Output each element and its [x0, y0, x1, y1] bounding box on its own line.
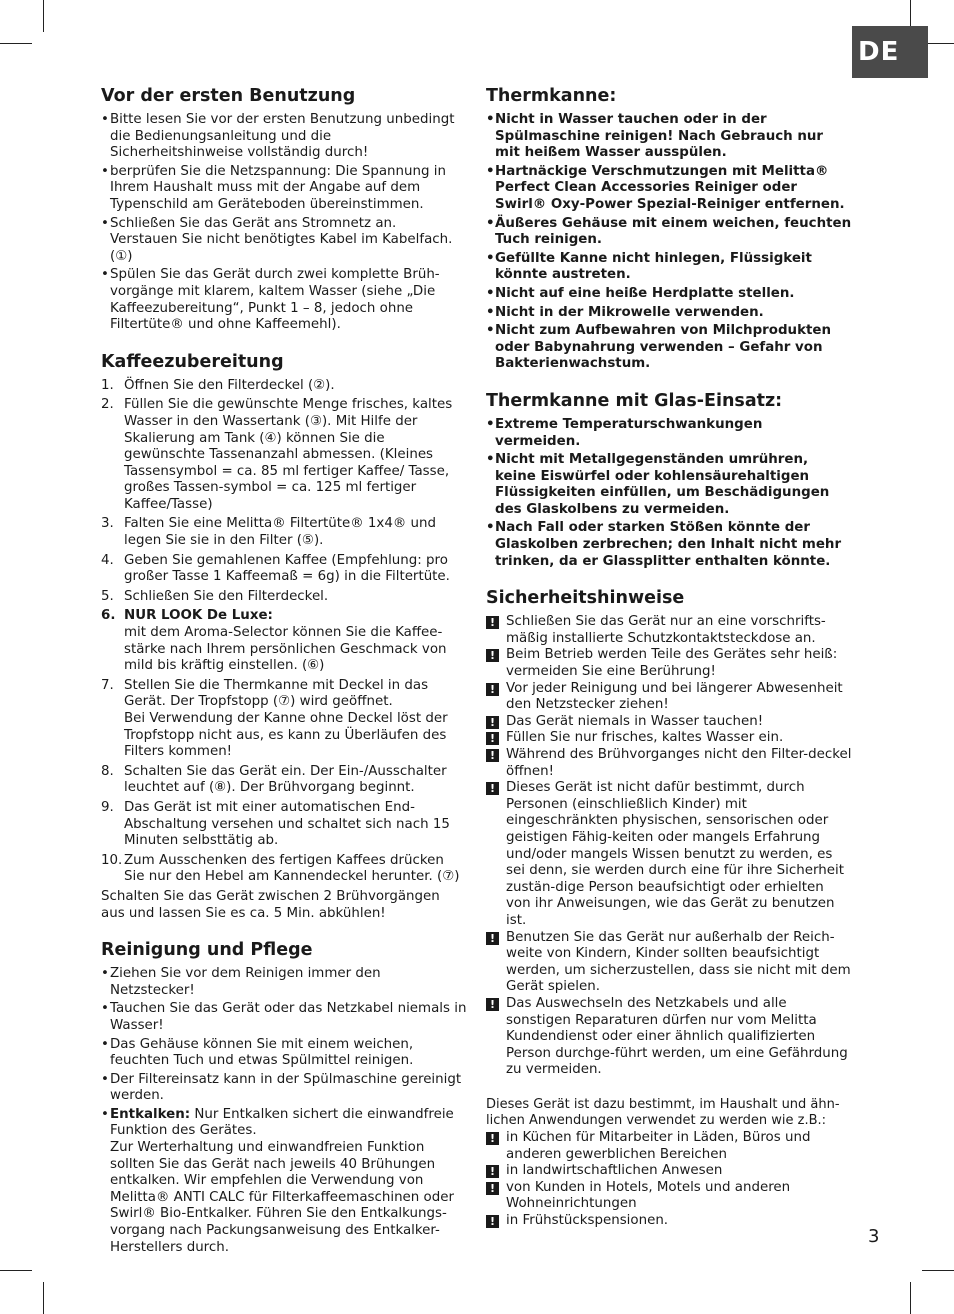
warning-item — [486, 647, 852, 680]
warning-item — [486, 930, 852, 996]
warning-icon: ! — [486, 1132, 499, 1145]
warning-icon: ! — [486, 616, 499, 629]
crop-mark — [922, 1270, 954, 1271]
left-column — [101, 86, 467, 1274]
warning-icon: ! — [486, 1215, 499, 1228]
step-text: Schalten Sie das Gerät ein. Der Ein-/Ausschalter leuchtet auf (⑧). Der Brühvorgang beginnt. — [124, 763, 447, 796]
step-item — [101, 800, 467, 850]
list-item: • Nicht zum Aufbewahren von Milchprodukten oder Babynahrung verwenden – Gefahr von Bakterienwachstum. — [486, 323, 852, 373]
warning-icon: ! — [486, 649, 499, 662]
step-item — [101, 516, 467, 549]
step-number: 6. — [101, 608, 116, 624]
cleaning-section — [101, 940, 467, 1256]
page-number: 3 — [868, 1226, 880, 1247]
thermos-list — [486, 112, 852, 373]
warning-icon: ! — [486, 1182, 499, 1195]
step-text: Zum Ausschenken des fertigen Kaffees drücken Sie nur den Hebel am Kannendeckel herunter. (⑦) — [124, 852, 460, 885]
warning-item — [486, 730, 852, 747]
step-number: 5. — [101, 588, 114, 604]
warning-item — [486, 614, 852, 647]
step-text: Das Gerät ist mit einer automatischen End-Abschaltung versehen und schaltet sich nach 15 Minuten selbsttätig ab. — [124, 799, 450, 849]
warning-icon: ! — [486, 932, 499, 945]
list-item: • Spülen Sie das Gerät durch zwei komplette Brüh-vorgänge mit klarem, kaltem Wasser (siehe „Die Kaffeezubereitung“, Punkt 1 – 8, jedoch ohne Filtertüte® und ohne Kaffeemehl). — [101, 267, 467, 333]
list-item: • Nicht in der Mikrowelle verwenden. — [486, 305, 852, 322]
list-item: • Bitte lesen Sie vor der ersten Benutzung unbedingt die Bedienungsanleitung und die Sicherheitshinweise vollständig durch! — [101, 112, 467, 162]
descale-text-detail: Zur Werterhaltung und einwandfreien Funktion sollten Sie das Gerät nach jeweils 40 Brühungen entkalken. Wir empfehlen die Verwendung von Melitta® ANTI CALC für Filterkaffeemaschinen oder Swirl® Bio-Entkalker. Führen Sie den Entkalkungs-vorgang nach Packungsanweisung des Entkalker-Herstellers durch. — [110, 1140, 454, 1255]
warning-item — [486, 780, 852, 929]
list-item: • berprüfen Sie die Netzspannung: Die Spannung in Ihrem Haushalt muss mit der Angabe auf dem Typenschild am Geräteboden übereinstimmen. — [101, 164, 467, 214]
step-number: 3. — [101, 516, 114, 532]
step-item — [101, 853, 467, 886]
step-item — [101, 678, 467, 761]
step-text: Stellen Sie die Thermkanne mit Deckel in das Gerät. Der Tropfstopp (⑦) wird geöffnet. — [124, 677, 429, 710]
warning-icon: ! — [486, 716, 499, 729]
brewing-section — [101, 352, 467, 922]
step-number: 9. — [101, 799, 114, 815]
warning-icon: ! — [486, 732, 499, 745]
warning-text: Vor jeder Reinigung und bei längerer Abwesenheit den Netzstecker ziehen! — [506, 680, 843, 713]
warning-icon: ! — [486, 782, 499, 795]
thermos-section — [486, 86, 852, 373]
crop-mark — [0, 43, 32, 44]
warning-item — [486, 996, 852, 1079]
warning-text: Während des Brühvorganges nicht den Filter-deckel öffnen! — [506, 747, 852, 779]
safety-section — [486, 588, 852, 1229]
warning-item — [486, 747, 852, 780]
list-item: • Nicht mit Metallgegenständen umrühren, keine Eiswürfel oder kohlensäurehaltigen Flüssigkeiten einfüllen, um Beschädigungen des Glaskolbens zu vermeiden. — [486, 452, 852, 518]
usage-list — [486, 1130, 852, 1230]
step-number: 10. — [101, 852, 123, 868]
step-item — [101, 608, 467, 674]
brewing-steps — [101, 378, 467, 886]
list-item: • Nicht in Wasser tauchen oder in der Spülmaschine reinigen! Nach Gebrauch nur mit heißem Wasser ausspülen. — [486, 112, 852, 162]
step-text: Geben Sie gemahlenen Kaffee (Empfehlung: pro großer Tasse 1 Kaffeemaß = 6g) in die Filtertüte. — [124, 552, 450, 585]
list-item: • Nach Fall oder starken Stößen könnte der Glaskolben zerbrechen; den Inhalt nicht mehr trinken, da er Glassplitter enthalten könnte. — [486, 520, 852, 570]
usage-text: in Frühstückspensionen. — [506, 1213, 669, 1229]
list-item: • Nicht auf eine heiße Herdplatte stellen. — [486, 286, 852, 303]
step-text: Schließen Sie den Filterdeckel. — [124, 588, 329, 604]
safety-list — [486, 614, 852, 1079]
usage-item — [486, 1180, 852, 1213]
list-item: • Hartnäckige Verschmutzungen mit Melitta® Perfect Clean Accessories Reiniger oder Swirl® Oxy-Power Spezial-Reiniger entfernen. — [486, 164, 852, 214]
list-item: • Gefüllte Kanne nicht hinlegen, Flüssigkeit könnte austreten. — [486, 251, 852, 284]
list-item: • Ziehen Sie vor dem Reinigen immer den Netzstecker! — [101, 966, 467, 999]
step-label: NUR LOOK De Luxe: — [124, 608, 273, 624]
step-text: Falten Sie eine Melitta® Filtertüte® 1x4® und legen Sie sie in den Filter (⑤). — [124, 516, 436, 549]
section-title: Thermkanne mit Glas-Einsatz: — [486, 390, 783, 411]
section-title: Sicherheitshinweise — [486, 588, 685, 609]
warning-text: Schließen Sie das Gerät nur an eine vorschrifts-mäßig installierte Schutzkontaktsteckdose an. — [506, 614, 826, 646]
thermos-glass-section — [486, 391, 852, 570]
warning-text: Füllen Sie nur frisches, kaltes Wasser ein. — [506, 730, 784, 746]
brewing-note: Schalten Sie das Gerät zwischen 2 Brühvorgängen aus und lassen Sie es ca. 5 Min. abkühlen! — [101, 888, 440, 921]
usage-item — [486, 1163, 852, 1180]
step-item — [101, 589, 467, 606]
step-item — [101, 378, 467, 395]
usage-text: von Kunden in Hotels, Motels und anderen Wohneinrichtungen — [506, 1179, 791, 1212]
step-text: Öffnen Sie den Filterdeckel (②). — [124, 377, 335, 393]
step-item — [101, 764, 467, 797]
warning-icon: ! — [486, 749, 499, 762]
step-number: 8. — [101, 763, 114, 779]
warning-text: Benutzen Sie das Gerät nur außerhalb der Reich-weite von Kindern, Kinder sollten beaufsichtigt werden, um sicherzustellen, dass sie nicht mit dem Gerät spielen. — [506, 929, 851, 995]
warning-icon: ! — [486, 1165, 499, 1178]
list-item: • Der Filtereinsatz kann in der Spülmaschine gereinigt werden. — [101, 1072, 467, 1105]
usage-item — [486, 1130, 852, 1163]
list-item: • Das Gehäuse können Sie mit einem weichen, feuchten Tuch und etwas Spülmittel reinigen. — [101, 1037, 467, 1070]
section-title: Reinigung und Pflege — [101, 940, 313, 961]
step-text: mit dem Aroma-Selector können Sie die Kaffee-stärke nach Ihrem persönlichen Geschmack von mild bis kräftig einstellen. (⑥) — [124, 625, 447, 674]
section-title: Kaffeezubereitung — [101, 351, 284, 372]
step-number: 4. — [101, 552, 114, 568]
step-item — [101, 397, 467, 513]
warning-text: Dieses Gerät ist nicht dafür bestimmt, durch Personen (einschließlich Kinder) mit eingeschränkten physischen, sensorischen oder geistigen Fähig-keiten oder mangels Erfahrung und/oder mangels Wissen benutzt zu werden, es sei denn, sie werden durch eine für ihre Sicherheit zustän-dige Person beaufsichtigt oder erhielten von ihr Anweisungen, wie das Gerät zu benutzen ist. — [506, 780, 844, 928]
usage-intro: Dieses Gerät ist dazu bestimmt, im Haushalt und ähn-lichen Anwendungen verwendet zu werden wie z.B.: — [486, 1096, 840, 1129]
step-number: 1. — [101, 377, 114, 393]
list-item: • Äußeres Gehäuse mit einem weichen, feuchten Tuch reinigen. — [486, 216, 852, 249]
right-column — [486, 86, 852, 1248]
usage-text: in Küchen für Mitarbeiter in Läden, Büros und anderen gewerblichen Bereichen — [506, 1130, 811, 1162]
crop-mark — [43, 0, 44, 32]
crop-mark — [43, 1282, 44, 1314]
first-use-list — [101, 112, 467, 334]
warning-text: Das Gerät niemals in Wasser tauchen! — [506, 713, 764, 729]
crop-mark — [0, 1270, 32, 1271]
cleaning-list — [101, 966, 467, 1256]
first-use-section — [101, 86, 467, 334]
section-title: Vor der ersten Benutzung — [101, 86, 356, 106]
usage-text: in landwirtschaftlichen Anwesen — [506, 1163, 723, 1179]
step-text-note: Bei Verwendung der Kanne ohne Deckel löst der Tropfstopp nicht aus, es kann zu Überläufen des Filters kommen! — [124, 711, 448, 760]
warning-item — [486, 681, 852, 714]
usage-item — [486, 1213, 852, 1230]
thermos-glass-list — [486, 417, 852, 570]
warning-icon: ! — [486, 683, 499, 696]
step-item — [101, 553, 467, 586]
descale-label: Entkalken: — [110, 1106, 191, 1122]
list-item: • Extreme Temperaturschwankungen vermeiden. — [486, 417, 852, 450]
warning-icon: ! — [486, 998, 499, 1011]
descale-text: Nur Entkalken sichert die einwandfreie Funktion des Gerätes. — [110, 1106, 454, 1139]
section-title: Thermkanne: — [486, 86, 617, 106]
warning-text: Das Auswechseln des Netzkabels und alle sonstigen Reparaturen dürfen nur vom Melitta Kundendienst oder einer ähnlich qualifizierten Person durchge-führt werden, um eine Gefährdung zu vermeiden. — [506, 995, 848, 1078]
language-badge: DE — [852, 26, 928, 78]
warning-item — [486, 714, 852, 731]
step-number: 7. — [101, 677, 114, 693]
list-item: • Schließen Sie das Gerät ans Stromnetz an. Verstauen Sie nicht benötigtes Kabel im Kabelfach. (①) — [101, 216, 467, 266]
list-item: • Tauchen Sie das Gerät oder das Netzkabel niemals in Wasser! — [101, 1001, 467, 1034]
step-number: 2. — [101, 397, 114, 413]
step-text: Füllen Sie die gewünschte Menge frisches, kaltes Wasser in den Wassertank (③). Mit Hilfe der Skalierung am Tank (④) können Sie die gewünschte Tassenanzahl abmessen. (Kleines Tassensymbol = ca. 85 ml fertiger Kaffee/ Tasse, großes Tassen-symbol = ca. 125 ml fertiger Kaffee/Tasse) — [124, 397, 453, 512]
list-item-descale — [101, 1107, 467, 1256]
crop-mark — [910, 1282, 911, 1314]
warning-text: Beim Betrieb werden Teile des Gerätes sehr heiß: vermeiden Sie eine Berührung! — [506, 647, 838, 680]
